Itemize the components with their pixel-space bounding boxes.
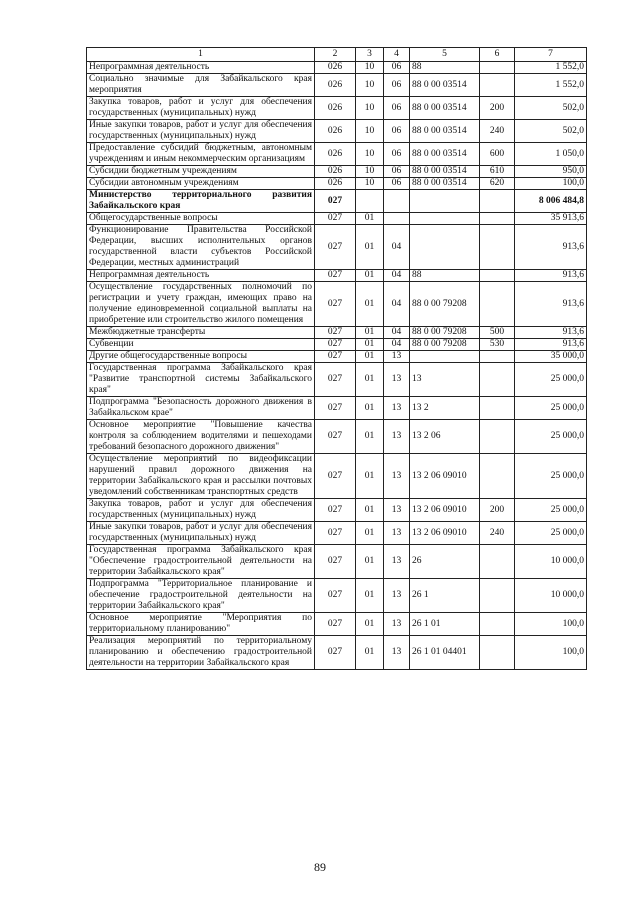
row-sum-cell: 35 000,0 [515, 351, 587, 363]
row-gr-code-cell: 027 [315, 636, 356, 670]
row-gr-code-cell: 027 [315, 213, 356, 225]
table-row [87, 579, 587, 613]
row-gr-code-cell: 026 [315, 120, 356, 143]
row-csr-code-cell: 88 0 00 79208 [410, 339, 480, 351]
row-pr-code-cell: 13 [384, 351, 410, 363]
row-vr-code-cell [480, 190, 515, 213]
table-row [87, 454, 587, 499]
row-pr-code-cell: 13 [384, 522, 410, 545]
row-pr-code-cell [384, 190, 410, 213]
row-csr-code-cell [410, 351, 480, 363]
row-csr-code-cell: 88 0 00 03514 [410, 120, 480, 143]
row-rz-code-cell: 10 [356, 178, 384, 190]
row-vr-code-cell [480, 420, 515, 454]
table-row [87, 190, 587, 213]
row-sum-cell: 25 000,0 [515, 454, 587, 499]
row-csr-code-cell: 13 2 [410, 397, 480, 420]
header-col-5: 5 [410, 48, 480, 62]
row-rz-code-cell: 01 [356, 225, 384, 270]
row-sum-cell: 1 552,0 [515, 74, 587, 97]
row-name-cell: Непрограммная деятельность [87, 270, 315, 282]
row-pr-code-cell: 13 [384, 363, 410, 397]
row-name-cell: Закупка товаров, работ и услуг для обеспечения государственных (муниципальных) нужд [87, 97, 315, 120]
row-name-cell: Общегосударственные вопросы [87, 213, 315, 225]
row-pr-code-cell: 06 [384, 178, 410, 190]
table-row [87, 213, 587, 225]
row-sum-cell: 913,6 [515, 270, 587, 282]
row-rz-code-cell: 01 [356, 613, 384, 636]
table-row [87, 613, 587, 636]
row-csr-code-cell: 88 0 00 03514 [410, 97, 480, 120]
row-vr-code-cell [480, 545, 515, 579]
row-vr-code-cell: 600 [480, 143, 515, 166]
row-gr-code-cell: 027 [315, 270, 356, 282]
row-rz-code-cell: 01 [356, 579, 384, 613]
row-pr-code-cell: 13 [384, 499, 410, 522]
row-sum-cell: 8 006 484,8 [515, 190, 587, 213]
table-row [87, 74, 587, 97]
table-row [87, 397, 587, 420]
row-name-cell: Субсидии бюджетным учреждениям [87, 166, 315, 178]
row-name-cell: Основное мероприятие "Мероприятия по территориальному планированию" [87, 613, 315, 636]
table-row [87, 225, 587, 270]
row-sum-cell: 1 552,0 [515, 62, 587, 74]
row-sum-cell: 100,0 [515, 613, 587, 636]
table-row [87, 166, 587, 178]
row-sum-cell: 1 050,0 [515, 143, 587, 166]
row-sum-cell: 913,6 [515, 339, 587, 351]
row-vr-code-cell [480, 613, 515, 636]
row-pr-code-cell: 04 [384, 339, 410, 351]
row-pr-code-cell: 13 [384, 636, 410, 670]
row-vr-code-cell: 240 [480, 522, 515, 545]
row-pr-code-cell: 13 [384, 397, 410, 420]
row-name-cell: Подпрограмма "Безопасность дорожного движения в Забайкальском крае" [87, 397, 315, 420]
table-row [87, 120, 587, 143]
row-name-cell: Закупка товаров, работ и услуг для обеспечения государственных (муниципальных) нужд [87, 499, 315, 522]
row-csr-code-cell: 26 [410, 545, 480, 579]
row-vr-code-cell [480, 636, 515, 670]
table-row [87, 178, 587, 190]
row-gr-code-cell: 027 [315, 327, 356, 339]
row-sum-cell: 25 000,0 [515, 499, 587, 522]
table-row [87, 522, 587, 545]
table-row [87, 97, 587, 120]
row-rz-code-cell: 10 [356, 120, 384, 143]
row-pr-code-cell: 13 [384, 420, 410, 454]
table-row [87, 339, 587, 351]
row-name-cell: Функционирование Правительства Российской Федерации, высших исполнительных органов государственной власти субъектов Российской Федерации, местных администраций [87, 225, 315, 270]
row-rz-code-cell: 10 [356, 166, 384, 178]
row-pr-code-cell: 06 [384, 62, 410, 74]
row-gr-code-cell: 026 [315, 178, 356, 190]
row-rz-code-cell: 01 [356, 499, 384, 522]
row-csr-code-cell: 26 1 01 04401 [410, 636, 480, 670]
header-col-2: 2 [315, 48, 356, 62]
row-vr-code-cell [480, 282, 515, 327]
row-pr-code-cell: 06 [384, 120, 410, 143]
row-gr-code-cell: 027 [315, 225, 356, 270]
table-row [87, 545, 587, 579]
row-rz-code-cell: 01 [356, 213, 384, 225]
table-row [87, 363, 587, 397]
row-csr-code-cell: 88 [410, 270, 480, 282]
header-col-1: 1 [87, 48, 315, 62]
row-name-cell: Субвенции [87, 339, 315, 351]
row-sum-cell: 100,0 [515, 178, 587, 190]
row-sum-cell: 25 000,0 [515, 397, 587, 420]
row-rz-code-cell: 01 [356, 420, 384, 454]
table-row [87, 351, 587, 363]
row-sum-cell: 913,6 [515, 282, 587, 327]
row-pr-code-cell: 04 [384, 225, 410, 270]
row-csr-code-cell: 88 0 00 79208 [410, 282, 480, 327]
row-rz-code-cell [356, 190, 384, 213]
row-rz-code-cell: 10 [356, 62, 384, 74]
row-csr-code-cell: 13 [410, 363, 480, 397]
row-name-cell: Иные закупки товаров, работ и услуг для обеспечения государственных (муниципальных) нужд [87, 522, 315, 545]
table-row [87, 636, 587, 670]
row-name-cell: Непрограммная деятельность [87, 62, 315, 74]
header-col-7: 7 [515, 48, 587, 62]
row-name-cell: Основное мероприятие "Повышение качества контроля за соблюдением водителями и пешеходами требований безопасного дорожного движения" [87, 420, 315, 454]
row-sum-cell: 10 000,0 [515, 545, 587, 579]
row-vr-code-cell [480, 225, 515, 270]
row-pr-code-cell: 04 [384, 270, 410, 282]
row-sum-cell: 502,0 [515, 120, 587, 143]
row-pr-code-cell: 13 [384, 613, 410, 636]
row-name-cell: Предоставление субсидий бюджетным, автономным учреждениям и иным некоммерческим организациям [87, 143, 315, 166]
table-row [87, 270, 587, 282]
row-vr-code-cell: 620 [480, 178, 515, 190]
row-name-cell: Осуществление мероприятий по видеофиксации нарушений правил дорожного движения на территории Забайкальского края и рассылки почтовых уведомлений собственникам транспортных средств [87, 454, 315, 499]
row-name-cell: Иные закупки товаров, работ и услуг для обеспечения государственных (муниципальных) нужд [87, 120, 315, 143]
row-vr-code-cell: 200 [480, 97, 515, 120]
row-name-cell: Государственная программа Забайкальского края "Обеспечение градостроительной деятельности на территории Забайкальского края" [87, 545, 315, 579]
row-pr-code-cell: 04 [384, 327, 410, 339]
row-vr-code-cell [480, 270, 515, 282]
row-name-cell: Социально значимые для Забайкальского края мероприятия [87, 74, 315, 97]
row-gr-code-cell: 027 [315, 499, 356, 522]
row-pr-code-cell [384, 213, 410, 225]
row-csr-code-cell: 26 1 01 [410, 613, 480, 636]
row-rz-code-cell: 01 [356, 363, 384, 397]
row-rz-code-cell: 01 [356, 454, 384, 499]
row-gr-code-cell: 027 [315, 420, 356, 454]
row-sum-cell: 502,0 [515, 97, 587, 120]
row-name-cell: Другие общегосударственные вопросы [87, 351, 315, 363]
row-csr-code-cell: 13 2 06 09010 [410, 499, 480, 522]
row-vr-code-cell [480, 363, 515, 397]
row-csr-code-cell: 88 0 00 03514 [410, 178, 480, 190]
row-vr-code-cell: 500 [480, 327, 515, 339]
row-vr-code-cell [480, 351, 515, 363]
row-csr-code-cell: 88 0 00 79208 [410, 327, 480, 339]
row-vr-code-cell [480, 74, 515, 97]
row-vr-code-cell [480, 454, 515, 499]
header-col-4: 4 [384, 48, 410, 62]
table-row [87, 62, 587, 74]
page-number: 89 [314, 860, 326, 874]
row-rz-code-cell: 01 [356, 545, 384, 579]
row-sum-cell: 35 913,6 [515, 213, 587, 225]
row-gr-code-cell: 026 [315, 62, 356, 74]
row-rz-code-cell: 10 [356, 74, 384, 97]
row-csr-code-cell [410, 225, 480, 270]
table-row [87, 282, 587, 327]
row-rz-code-cell: 01 [356, 327, 384, 339]
row-rz-code-cell: 01 [356, 522, 384, 545]
row-name-cell: Межбюджетные трансферты [87, 327, 315, 339]
row-csr-code-cell: 26 1 [410, 579, 480, 613]
row-pr-code-cell: 06 [384, 74, 410, 97]
row-csr-code-cell [410, 190, 480, 213]
row-pr-code-cell: 13 [384, 454, 410, 499]
row-gr-code-cell: 027 [315, 579, 356, 613]
row-rz-code-cell: 01 [356, 351, 384, 363]
row-csr-code-cell [410, 213, 480, 225]
row-csr-code-cell: 88 0 00 03514 [410, 143, 480, 166]
row-gr-code-cell: 026 [315, 97, 356, 120]
row-name-cell: Министерство территориального развития Забайкальского края [87, 190, 315, 213]
row-pr-code-cell: 13 [384, 579, 410, 613]
row-rz-code-cell: 01 [356, 636, 384, 670]
row-pr-code-cell: 06 [384, 166, 410, 178]
table-row [87, 420, 587, 454]
row-name-cell: Реализация мероприятий по территориальному планированию и обеспечению градостроительной деятельности на территории Забайкальского края [87, 636, 315, 670]
table-row [87, 143, 587, 166]
header-col-6: 6 [480, 48, 515, 62]
table-header-row [87, 48, 587, 62]
row-sum-cell: 913,6 [515, 225, 587, 270]
row-name-cell: Государственная программа Забайкальского края "Развитие транспортной системы Забайкальского края" [87, 363, 315, 397]
budget-table [86, 47, 587, 670]
row-name-cell: Осуществление государственных полномочий по регистрации и учету граждан, имеющих право на получение единовременной социальной выплаты на приобретение или строительство жилого помещения [87, 282, 315, 327]
row-vr-code-cell [480, 213, 515, 225]
row-sum-cell: 100,0 [515, 636, 587, 670]
header-col-3: 3 [356, 48, 384, 62]
row-rz-code-cell: 01 [356, 270, 384, 282]
row-sum-cell: 913,6 [515, 327, 587, 339]
row-gr-code-cell: 026 [315, 143, 356, 166]
row-csr-code-cell: 13 2 06 [410, 420, 480, 454]
row-gr-code-cell: 026 [315, 74, 356, 97]
row-gr-code-cell: 027 [315, 363, 356, 397]
row-csr-code-cell: 88 0 00 03514 [410, 74, 480, 97]
row-rz-code-cell: 10 [356, 97, 384, 120]
row-pr-code-cell: 06 [384, 143, 410, 166]
row-vr-code-cell: 530 [480, 339, 515, 351]
row-pr-code-cell: 06 [384, 97, 410, 120]
row-csr-code-cell: 88 [410, 62, 480, 74]
row-sum-cell: 25 000,0 [515, 522, 587, 545]
table-row [87, 327, 587, 339]
row-vr-code-cell: 610 [480, 166, 515, 178]
row-gr-code-cell: 026 [315, 166, 356, 178]
row-gr-code-cell: 027 [315, 190, 356, 213]
row-csr-code-cell: 88 0 00 03514 [410, 166, 480, 178]
row-gr-code-cell: 027 [315, 454, 356, 499]
row-sum-cell: 25 000,0 [515, 420, 587, 454]
row-gr-code-cell: 027 [315, 545, 356, 579]
row-vr-code-cell: 200 [480, 499, 515, 522]
row-pr-code-cell: 04 [384, 282, 410, 327]
row-gr-code-cell: 027 [315, 339, 356, 351]
row-name-cell: Подпрограмма "Территориальное планирование и обеспечение градостроительной деятельности на территории Забайкальского края" [87, 579, 315, 613]
row-csr-code-cell: 13 2 06 09010 [410, 454, 480, 499]
row-gr-code-cell: 027 [315, 397, 356, 420]
row-vr-code-cell [480, 397, 515, 420]
row-pr-code-cell: 13 [384, 545, 410, 579]
row-rz-code-cell: 01 [356, 339, 384, 351]
row-vr-code-cell [480, 62, 515, 74]
row-name-cell: Субсидии автономным учреждениям [87, 178, 315, 190]
row-sum-cell: 25 000,0 [515, 363, 587, 397]
table-row [87, 499, 587, 522]
row-sum-cell: 950,0 [515, 166, 587, 178]
row-vr-code-cell [480, 579, 515, 613]
row-gr-code-cell: 027 [315, 522, 356, 545]
row-rz-code-cell: 01 [356, 397, 384, 420]
row-rz-code-cell: 10 [356, 143, 384, 166]
row-gr-code-cell: 027 [315, 613, 356, 636]
row-vr-code-cell: 240 [480, 120, 515, 143]
row-rz-code-cell: 01 [356, 282, 384, 327]
row-gr-code-cell: 027 [315, 351, 356, 363]
row-gr-code-cell: 027 [315, 282, 356, 327]
row-sum-cell: 10 000,0 [515, 579, 587, 613]
row-csr-code-cell: 13 2 06 09010 [410, 522, 480, 545]
